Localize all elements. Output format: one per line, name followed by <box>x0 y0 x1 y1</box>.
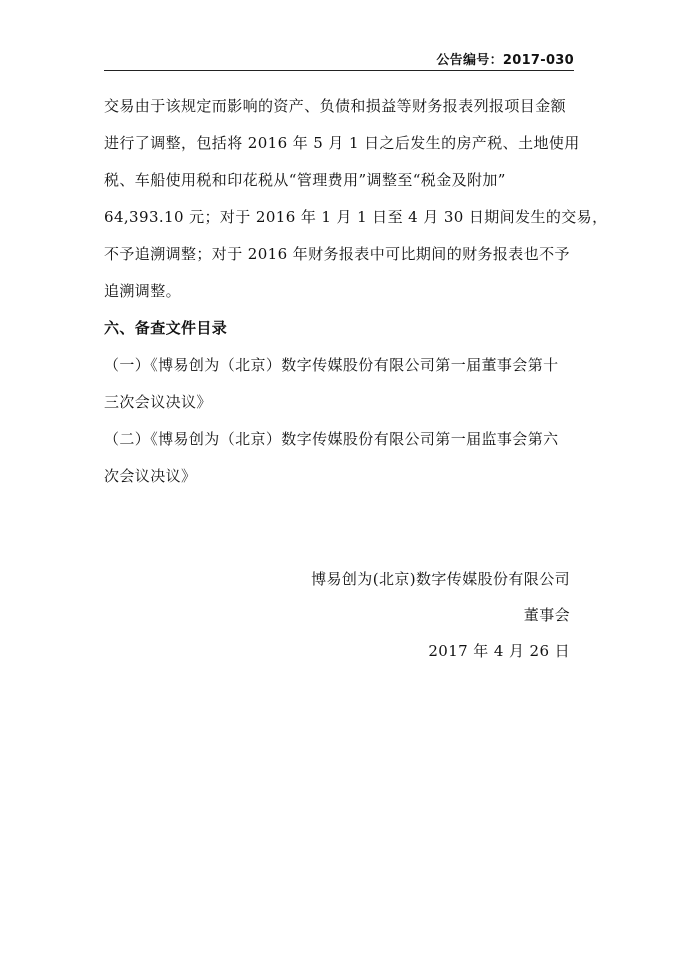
document-item-line: （二）《博易创为（北京）数字传媒股份有限公司第一届监事会第六 <box>104 430 559 448</box>
document-item-line: 三次会议决议》 <box>104 393 212 411</box>
body-line: 64,393.10 元；对于 2016 年 1 月 1 日至 4 月 30 日期间发生的交易， <box>104 208 608 226</box>
signature-board: 董事会 <box>523 606 570 624</box>
section-heading: 六、备查文件目录 <box>104 319 228 337</box>
body-line: 不予追溯调整；对于 2016 年财务报表中可比期间的财务报表也不予 <box>104 245 570 263</box>
document-body <box>104 88 608 495</box>
body-line: 税、车船使用税和印花税从“管理费用”调整至“税金及附加” <box>104 171 506 189</box>
document-item-line: （一）《博易创为（北京）数字传媒股份有限公司第一届董事会第十 <box>104 356 559 374</box>
body-line: 交易由于该规定而影响的资产、负债和损益等财务报表列报项目金额 <box>104 97 567 115</box>
signature-company: 博易创为(北京)数字传媒股份有限公司 <box>311 570 570 588</box>
signature-date: 2017 年 4 月 26 日 <box>428 642 570 660</box>
body-line: 进行了调整，包括将 2016 年 5 月 1 日之后发生的房产税、土地使用 <box>104 134 580 152</box>
body-line: 追溯调整。 <box>104 282 182 300</box>
page-header <box>104 46 574 71</box>
document-item-line: 次会议决议》 <box>104 467 197 485</box>
announcement-number: 公告编号：2017-030 <box>436 53 574 68</box>
